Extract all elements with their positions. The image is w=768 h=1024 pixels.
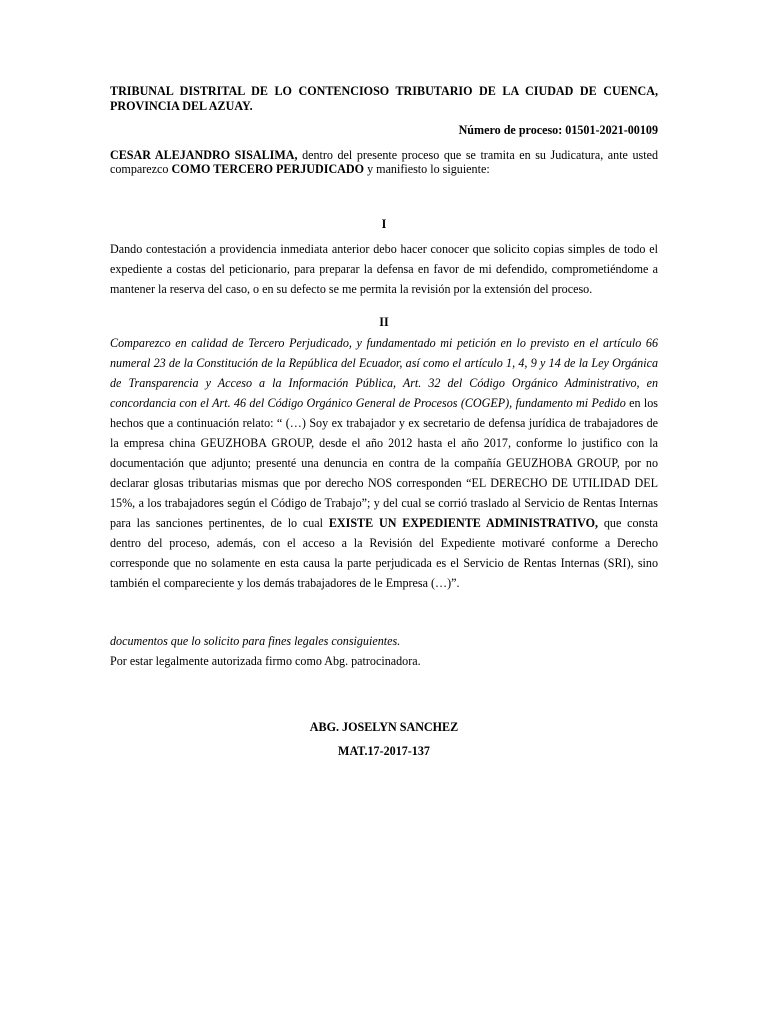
section-2-legal-basis: Comparezco en calidad de Tercero Perjudicado, y fundamentado mi petición en lo previsto en el artículo 66 numeral 23 de la Constitución de la República del Ecuador, así como el artículo 1, 4, 9 y 14 de la Ley Orgánica de Transparencia y Acceso a la Información Pública, Art. 32 del Código Orgánico Administrativo, en concordancia con el Art. 46 del Código Orgánico General de Procesos (COGEP), fundamento mi Pedido [110, 335, 658, 410]
section-2-paragraph [110, 333, 658, 593]
closing-request-period: . [397, 633, 401, 648]
appellant-role: COMO TERCERO PERJUDICADO [171, 162, 365, 176]
section-2-numeral: II [379, 315, 389, 329]
closing-request-text: documentos que lo solicito para fines legales consiguientes [110, 633, 398, 648]
signature-name: ABG. JOSELYN SANCHEZ [309, 719, 459, 734]
section-1-numeral: I [381, 216, 387, 231]
intro-text-2: y manifiesto lo siguiente: [364, 162, 490, 176]
closing-authorization-line: Por estar legalmente autorizada firmo como Abg. patrocinadora. [110, 653, 421, 668]
intro-text-1: dentro del presente proceso que se tramita en su Judicatura, ante usted comparezco [110, 147, 658, 176]
section-2-emphasis: EXISTE UN EXPEDIENTE ADMINISTRATIVO, [328, 515, 599, 530]
intro-paragraph [110, 148, 658, 177]
document-body [110, 84, 658, 763]
section-2-text-1: en los hechos que a continuación relato: “ (…) Soy ex trabajador y ex secretario de defensa jurídica de trabajadores de la empresa china GEUZHOBA GROUP, desde el año 2012 hasta el año 2017, conforme lo justifico con la documentación que adjunto; presenté una denuncia en contra de la compañía GEUZHOBA GROUP, por no declarar glosas tributarias mismas que por derecho NOS corresponden “EL DERECHO DE UTILIDAD DEL 15%, a los trabajadores según el Código de Trabajo”; y del cual se corrió traslado al Servicio de Rentas Internas para las sanciones pertinentes, de lo cual [110, 395, 659, 530]
section-1-paragraph: Dando contestación a providencia inmediata anterior debo hacer conocer que solicito copias simples de todo el expediente a costas del peticionario, para preparar la defensa en favor de mi defendido, comprometiéndome a mantener la reserva del caso, o en su defecto se me permita la revisión por la extensión del proceso. [110, 242, 658, 296]
closing-request-line [110, 631, 658, 651]
signature-block [110, 715, 658, 763]
signature-registration: MAT.17-2017-137 [338, 743, 430, 758]
process-number: Número de proceso: 01501-2021-00109 [458, 123, 658, 137]
section-2-text-2: que consta dentro del proceso, además, con el acceso a la Revisión del Expediente motivaré conforme a Derecho corresponde que no solamente en esta causa la parte perjudicada es el Servicio de Rentas Internas (SRI), sino también el compareciente y los demás trabajadores de le Empresa (…)”. [110, 515, 658, 590]
court-heading: TRIBUNAL DISTRITAL DE LO CONTENCIOSO TRIBUTARIO DE LA CIUDAD DE CUENCA, PROVINCIA DEL AZUAY. [110, 84, 658, 113]
appellant-name: CESAR ALEJANDRO SISALIMA, [110, 147, 298, 162]
